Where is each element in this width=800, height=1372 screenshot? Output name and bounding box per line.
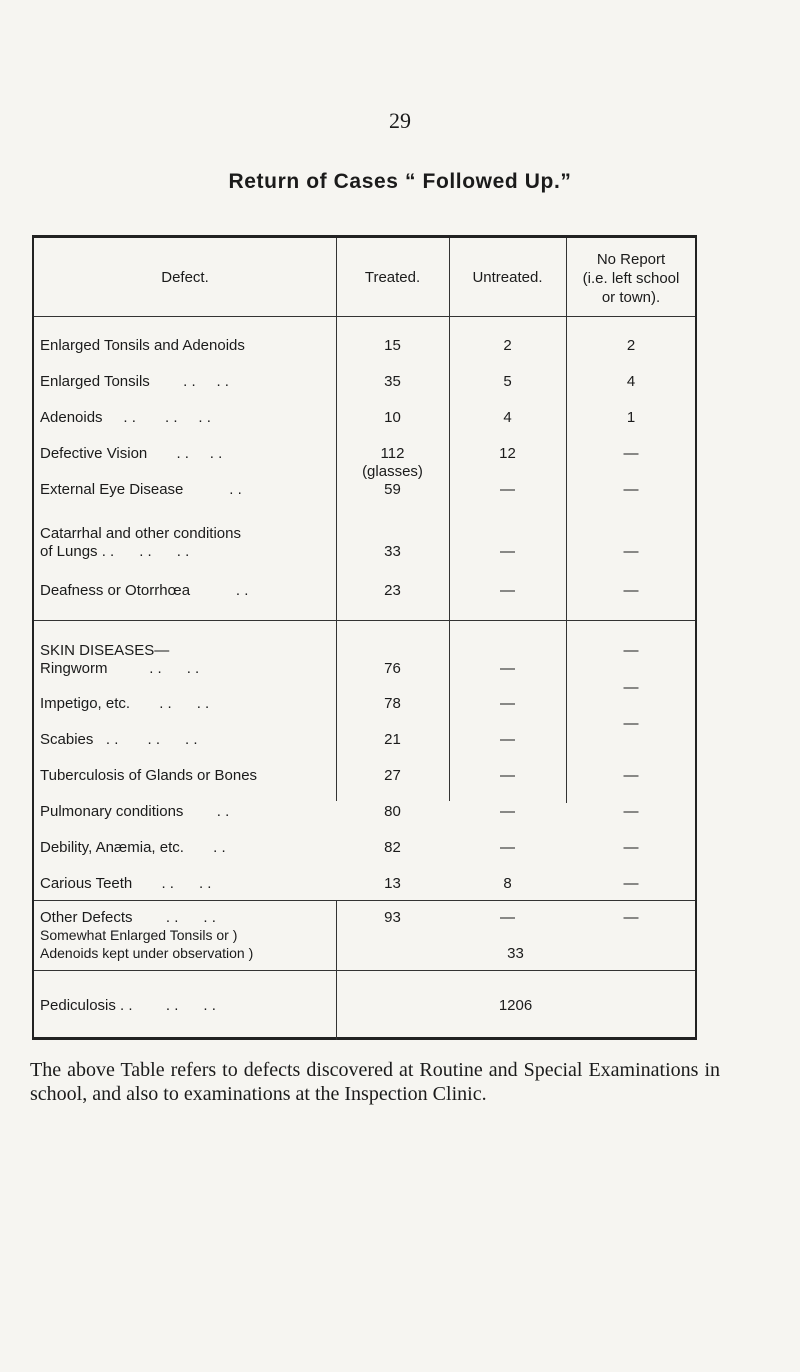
- skin-diseases-heading: SKIN DISEASES—: [40, 642, 170, 659]
- row-defect: Other Defects . . . .: [40, 909, 216, 926]
- header-no-report: [566, 250, 696, 307]
- row-treated-note: (glasses): [362, 463, 423, 480]
- row-no-report: —: [623, 839, 639, 856]
- row-no-report: 1: [626, 409, 636, 426]
- row-no-report: 4: [626, 373, 636, 390]
- row-defect: Catarrhal and other conditions: [40, 525, 241, 542]
- row-untreated: —: [500, 543, 515, 560]
- observation-label: Somewhat Enlarged Tonsils or ): [40, 927, 238, 943]
- row-untreated: —: [500, 481, 515, 498]
- row-treated: 80: [384, 803, 401, 820]
- row-defect: Debility, Anæmia, etc. . .: [40, 839, 226, 856]
- row-no-report: —: [623, 582, 639, 599]
- row-treated: 21: [384, 731, 401, 748]
- table-footnote: The above Table refers to defects discovered at Routine and Special Examinations in school, and also to examinations at the Inspection Clinic.: [30, 1059, 720, 1105]
- row-treated: 15: [384, 337, 401, 354]
- row-untreated: 12: [499, 445, 516, 462]
- row-treated: 10: [384, 409, 401, 426]
- header-defect: Defect.: [161, 269, 209, 286]
- row-no-report: —: [623, 543, 639, 560]
- row-treated: 82: [384, 839, 401, 856]
- row-untreated: —: [500, 695, 515, 712]
- page-number: 29: [389, 108, 411, 133]
- row-defect: Scabies . . . . . .: [40, 731, 198, 748]
- row-defect: Ringworm . . . .: [40, 660, 200, 677]
- header-untreated: Untreated.: [472, 269, 543, 286]
- row-treated: 76: [384, 660, 401, 677]
- row-untreated: —: [500, 803, 515, 820]
- row-no-report: —: [623, 445, 639, 462]
- row-treated: 78: [384, 695, 401, 712]
- row-treated: 35: [384, 373, 401, 390]
- row-no-report: —: [623, 642, 639, 659]
- row-defect: Enlarged Tonsils . . . .: [40, 373, 229, 390]
- row-untreated: 2: [503, 337, 512, 354]
- row-defect: Carious Teeth . . . .: [40, 875, 212, 892]
- row-untreated: —: [500, 731, 515, 748]
- pediculosis-label: Pediculosis . . . . . .: [40, 997, 216, 1014]
- row-no-report: —: [623, 909, 639, 926]
- header-no-report-line-1: No Report: [596, 251, 666, 268]
- followed-up-table: [32, 235, 697, 1040]
- page-title: Return of Cases “ Followed Up.”: [228, 170, 572, 193]
- row-untreated: —: [500, 582, 515, 599]
- row-defect: Adenoids . . . . . .: [40, 409, 211, 426]
- row-no-report: —: [623, 803, 639, 820]
- row-treated: 59: [384, 481, 401, 498]
- row-defect: Impetigo, etc. . . . .: [40, 695, 210, 712]
- row-treated: 13: [384, 875, 401, 892]
- row-treated: 27: [384, 767, 401, 784]
- row-untreated: 4: [503, 409, 512, 426]
- row-no-report: —: [623, 679, 639, 696]
- pediculosis-value: 1206: [498, 997, 533, 1014]
- observation-label-continued: Adenoids kept under observation ): [40, 945, 254, 961]
- row-untreated: —: [500, 660, 515, 677]
- row-defect-continued: of Lungs . . . . . .: [40, 543, 190, 560]
- observation-value: 33: [507, 945, 524, 962]
- header-no-report-line-3: or town).: [601, 289, 661, 306]
- row-no-report: —: [623, 875, 639, 892]
- row-defect: Pulmonary conditions . .: [40, 803, 230, 820]
- row-defect: Deafness or Otorrhœa . .: [40, 582, 249, 599]
- row-untreated: —: [500, 839, 515, 856]
- row-defect: Defective Vision . . . .: [40, 445, 223, 462]
- row-no-report: —: [623, 767, 639, 784]
- row-treated: 33: [384, 543, 401, 560]
- row-untreated: 5: [503, 373, 512, 390]
- row-untreated: 8: [503, 875, 512, 892]
- row-defect: Enlarged Tonsils and Adenoids: [40, 337, 245, 354]
- header-treated: Treated.: [364, 269, 421, 286]
- row-untreated: —: [500, 909, 515, 926]
- row-defect: Tuberculosis of Glands or Bones: [40, 767, 258, 784]
- row-defect: External Eye Disease . .: [40, 481, 242, 498]
- row-treated: 93: [384, 909, 401, 926]
- header-no-report-line-2: (i.e. left school: [582, 270, 680, 287]
- row-no-report: —: [623, 481, 639, 498]
- row-treated: 23: [384, 582, 401, 599]
- row-untreated: —: [500, 767, 515, 784]
- row-treated: 112: [380, 445, 405, 462]
- row-no-report: 2: [626, 337, 636, 354]
- row-no-report: —: [623, 715, 639, 732]
